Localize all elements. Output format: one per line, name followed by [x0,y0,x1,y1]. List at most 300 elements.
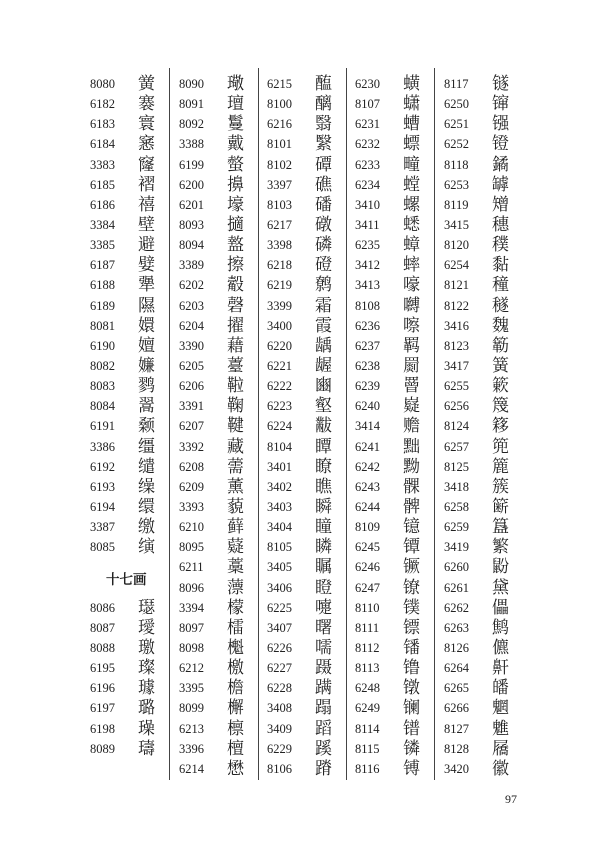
table-row [179,477,267,497]
table-row [355,396,443,416]
character-glyph: 𬭸 [403,738,420,759]
character-code: 6228 [267,681,292,696]
character-code: 6260 [444,560,469,575]
character-glyph: 蟥 [403,74,420,94]
character-code: 6192 [90,459,115,474]
table-row [267,316,355,336]
table-row [179,396,267,416]
character-glyph: 壁 [138,214,155,235]
character-code: 6191 [90,419,115,434]
table-row [355,678,443,698]
character-code: 6229 [267,741,292,756]
table-row [355,155,443,175]
character-glyph: 黻 [315,416,332,437]
character-code: 3384 [90,217,115,232]
table-row [267,719,355,739]
character-code: 6253 [444,177,469,192]
table-row [90,618,178,638]
table-row [444,537,532,557]
character-glyph: 螵 [403,134,420,155]
table-row [267,396,355,416]
character-code: 8111 [355,620,380,635]
character-glyph: 镪 [492,114,509,135]
table-row [90,336,178,356]
character-glyph: 璱 [138,597,155,618]
character-code: 6234 [355,177,380,192]
table-column [444,74,532,779]
character-code: 6238 [355,358,380,373]
character-code: 8128 [444,741,469,756]
table-row [179,497,267,517]
table-row [355,416,443,436]
character-code: 8084 [90,399,115,414]
character-glyph: 嚏 [315,597,332,618]
table-row [179,255,267,275]
character-glyph: 螫 [227,154,244,175]
character-code: 8088 [90,640,115,655]
character-code: 8113 [355,661,380,676]
character-code: 3406 [267,580,292,595]
character-code: 3420 [444,761,469,776]
character-code: 6263 [444,620,469,635]
character-code: 6233 [355,157,380,172]
character-glyph: 檩 [227,718,244,739]
character-code: 6202 [179,278,204,293]
character-code: 6209 [179,479,204,494]
character-code: 6203 [179,298,204,313]
character-code: 6243 [355,479,380,494]
table-row [267,537,355,557]
character-glyph: 鬘 [227,114,244,135]
table-row [179,598,267,618]
table-row [444,134,532,154]
table-row [179,457,267,477]
table-row [267,578,355,598]
character-glyph: 鞠 [227,396,244,417]
character-glyph: 瞪 [315,577,332,598]
character-code: 8100 [267,97,292,112]
character-glyph: 隰 [138,295,155,316]
character-glyph: 礅 [315,214,332,235]
character-glyph: 镤 [403,597,420,618]
table-row [267,235,355,255]
character-code: 6236 [355,318,380,333]
table-row [444,416,532,436]
table-row [267,275,355,295]
character-code: 6235 [355,238,380,253]
character-code: 3385 [90,238,115,253]
character-code: 3409 [267,721,292,736]
table-row [179,275,267,295]
character-glyph: 嚓 [403,315,420,336]
table-row [355,437,443,457]
character-code: 8087 [90,620,115,635]
table-row [444,215,532,235]
character-code: 6255 [444,379,469,394]
character-glyph: 黝 [403,456,420,477]
character-glyph: 薿 [227,537,244,558]
table-row [267,296,355,316]
table-row [179,74,267,94]
table-row [444,658,532,678]
table-row [444,698,532,718]
character-code: 8091 [179,97,204,112]
table-row [90,457,178,477]
character-glyph: 镩 [492,94,509,115]
character-code: 6197 [90,701,115,716]
table-row [179,638,267,658]
character-code: 8093 [179,217,204,232]
character-glyph: 羁 [403,335,420,356]
character-glyph: 璨 [138,658,155,679]
character-code: 3411 [355,217,380,232]
table-row [179,517,267,537]
character-glyph: 褰 [138,94,155,115]
character-code: 3395 [179,681,204,696]
table-row [90,114,178,134]
character-code: 6206 [179,379,204,394]
table-row [444,235,532,255]
character-code: 3393 [179,499,204,514]
character-code: 6194 [90,499,115,514]
character-glyph: 戴 [227,134,244,155]
table-row [355,517,443,537]
character-code: 6226 [267,640,292,655]
character-glyph: 豳 [315,376,332,397]
table-row [179,416,267,436]
table-row [444,255,532,275]
table-row [179,618,267,638]
character-code: 8127 [444,721,469,736]
table-row [355,175,443,195]
character-glyph: 嶷 [403,396,420,417]
character-glyph: 簌 [492,376,509,397]
character-code: 3390 [179,338,204,353]
table-row [267,698,355,718]
table-row [90,678,178,698]
character-code: 3410 [355,197,380,212]
character-glyph: 犟 [138,275,155,296]
character-glyph: 皤 [492,678,509,699]
table-row [444,739,532,759]
character-code: 6247 [355,580,380,595]
character-glyph: 褶 [138,174,155,195]
character-code: 6227 [267,661,292,676]
table-row [90,739,178,759]
character-glyph: 嬚 [138,355,155,376]
character-glyph: 瞧 [315,476,332,497]
character-code: 8114 [355,721,380,736]
table-row [444,759,532,779]
character-code: 3401 [267,459,292,474]
character-code: 3404 [267,520,292,535]
table-row [90,658,178,678]
table-row [179,215,267,235]
character-code: 3407 [267,620,292,635]
character-code: 6221 [267,358,292,373]
character-code: 6237 [355,338,380,353]
character-code: 8081 [90,318,115,333]
table-row [444,74,532,94]
table-row [267,175,355,195]
character-code: 6184 [90,137,115,152]
character-code: 6216 [267,117,292,132]
table-column [355,74,443,779]
character-glyph: 醢 [315,74,332,94]
table-row [267,598,355,618]
table-row [444,376,532,396]
character-code: 8107 [355,97,380,112]
character-glyph: 罅 [492,174,509,195]
character-glyph: 藁 [227,557,244,578]
table-row [179,437,267,457]
table-row [355,618,443,638]
character-code: 3391 [179,399,204,414]
character-code: 3386 [90,439,115,454]
table-row [355,356,443,376]
character-glyph: 檀 [227,738,244,759]
character-glyph: 檄 [227,658,244,679]
character-code: 6230 [355,77,380,91]
character-code: 6250 [444,97,469,112]
character-glyph: 璹 [138,738,155,759]
character-code: 6246 [355,560,380,575]
table-row [179,235,267,255]
character-code: 3400 [267,318,292,333]
character-glyph: 髁 [403,476,420,497]
character-glyph: 魏 [492,315,509,336]
character-glyph: 镧 [403,698,420,719]
character-code: 3412 [355,258,380,273]
character-code: 8117 [444,77,469,91]
table-row [179,578,267,598]
character-code: 6245 [355,540,380,555]
character-glyph: 薸 [227,577,244,598]
table-row [90,537,178,557]
table-row [355,739,443,759]
character-code: 6200 [179,177,204,192]
table-row [267,155,355,175]
table-row [179,336,267,356]
character-glyph: 檐 [227,678,244,699]
character-glyph: 髀 [403,496,420,517]
character-code: 6222 [267,379,292,394]
character-glyph: 鐍 [492,154,509,175]
character-glyph: 嬖 [138,255,155,276]
character-code: 6187 [90,258,115,273]
table-row [355,235,443,255]
character-glyph: 镣 [403,577,420,598]
column-divider [346,68,347,780]
character-glyph: 霞 [315,315,332,336]
character-glyph: 薰 [227,476,244,497]
table-row [179,356,267,376]
character-glyph: 镥 [403,658,420,679]
character-code: 8106 [267,761,292,776]
character-glyph: 壑 [315,396,332,417]
character-glyph: 缳 [138,496,155,517]
character-glyph: 蟏 [403,94,420,115]
character-glyph: 檑 [227,617,244,638]
character-code: 8109 [355,520,380,535]
table-row [267,376,355,396]
character-glyph: 屩 [492,738,509,759]
table-row [90,598,178,618]
character-glyph: 镨 [403,718,420,739]
character-code: 3389 [179,258,204,273]
character-code: 6207 [179,419,204,434]
character-glyph: 穟 [492,295,509,316]
character-glyph: 缴 [138,517,155,538]
character-code: 8085 [90,540,115,555]
table-row [444,557,532,577]
character-code: 6215 [267,77,292,91]
character-glyph: 瞩 [315,557,332,578]
character-glyph: 檞 [227,698,244,719]
character-glyph: 缰 [138,436,155,457]
table-row [90,275,178,295]
table-row [355,557,443,577]
character-glyph: 瞭 [315,456,332,477]
character-glyph: 瞳 [315,517,332,538]
character-code: 6219 [267,278,292,293]
character-glyph: 懋 [227,758,244,779]
character-glyph: 鹩 [315,275,332,296]
character-glyph: 薹 [227,355,244,376]
character-code: 6217 [267,217,292,232]
heading-text: 十七画 [106,572,147,589]
character-code: 8120 [444,238,469,253]
character-glyph: 簧 [492,355,509,376]
character-glyph: 璦 [138,617,155,638]
character-code: 3413 [355,278,380,293]
character-glyph: 龋 [315,335,332,356]
character-glyph: 穙 [492,235,509,256]
table-row [355,336,443,356]
table-row [90,638,178,658]
character-code: 6210 [179,520,204,535]
character-glyph: 镈 [403,758,420,779]
character-glyph: 蹋 [315,698,332,719]
character-glyph: 矰 [492,194,509,215]
character-glyph: 𬙂 [138,537,155,558]
character-glyph: 擦 [227,255,244,276]
character-glyph: 薷 [227,456,244,477]
character-code: 6254 [444,258,469,273]
character-code: 6212 [179,661,204,676]
character-glyph: 篾 [492,396,509,417]
character-code: 6205 [179,358,204,373]
character-code: 6186 [90,197,115,212]
character-code: 8105 [267,540,292,555]
character-glyph: 螺 [403,194,420,215]
character-code: 8112 [355,640,380,655]
table-row [90,296,178,316]
table-row [90,134,178,154]
column-divider [258,68,259,780]
character-glyph: 擿 [227,214,244,235]
table-row [444,316,532,336]
table-row [267,678,355,698]
character-glyph: 擤 [227,174,244,195]
character-code: 3419 [444,540,469,555]
character-code: 3399 [267,298,292,313]
character-glyph: 璩 [138,678,155,699]
table-row [355,719,443,739]
table-row [90,74,178,94]
character-glyph: 鼢 [492,557,509,578]
character-glyph: 镦 [403,678,420,699]
character-code: 6199 [179,157,204,172]
table-row [444,497,532,517]
character-glyph: 篼 [492,436,509,457]
character-glyph: 镡 [403,537,420,558]
character-code: 6183 [90,117,115,132]
character-glyph: 櫆 [227,637,244,658]
character-glyph: 瞫 [315,436,332,457]
table-row [355,658,443,678]
character-glyph: 镖 [403,617,420,638]
character-glyph: 禧 [138,194,155,215]
character-glyph: 𬭼 [492,74,509,94]
table-row [90,497,178,517]
table-row [267,638,355,658]
character-code: 8086 [90,600,115,615]
table-row [267,477,355,497]
table-row [444,678,532,698]
character-glyph: 磬 [227,295,244,316]
character-glyph: 蹊 [315,738,332,759]
character-glyph: 蟑 [403,235,420,256]
table-row [444,195,532,215]
table-row [444,618,532,638]
character-glyph: 壕 [227,194,244,215]
character-glyph: 蹈 [315,718,332,739]
character-glyph: 缱 [138,456,155,477]
table-row [444,356,532,376]
table-row [444,598,532,618]
character-code: 6257 [444,439,469,454]
character-code: 6224 [267,419,292,434]
table-row [355,457,443,477]
character-code: 6266 [444,701,469,716]
character-glyph: 曙 [315,617,332,638]
character-glyph: 璥 [227,74,244,94]
table-row [267,658,355,678]
table-row [90,235,178,255]
character-code: 3415 [444,217,469,232]
character-code: 8096 [179,580,204,595]
table-row [444,114,532,134]
character-glyph: 璪 [138,718,155,739]
table-row [444,396,532,416]
character-glyph: 簖 [492,496,509,517]
table-row [444,155,532,175]
table-row [90,719,178,739]
table-row [179,759,267,779]
character-code: 8101 [267,137,292,152]
character-code: 8094 [179,238,204,253]
character-code: 3402 [267,479,292,494]
table-row [179,296,267,316]
table-row [355,759,443,779]
table-row [179,658,267,678]
character-code: 8098 [179,640,204,655]
character-code: 8095 [179,540,204,555]
character-code: 8097 [179,620,204,635]
table-row [355,296,443,316]
character-code: 8115 [355,741,380,756]
